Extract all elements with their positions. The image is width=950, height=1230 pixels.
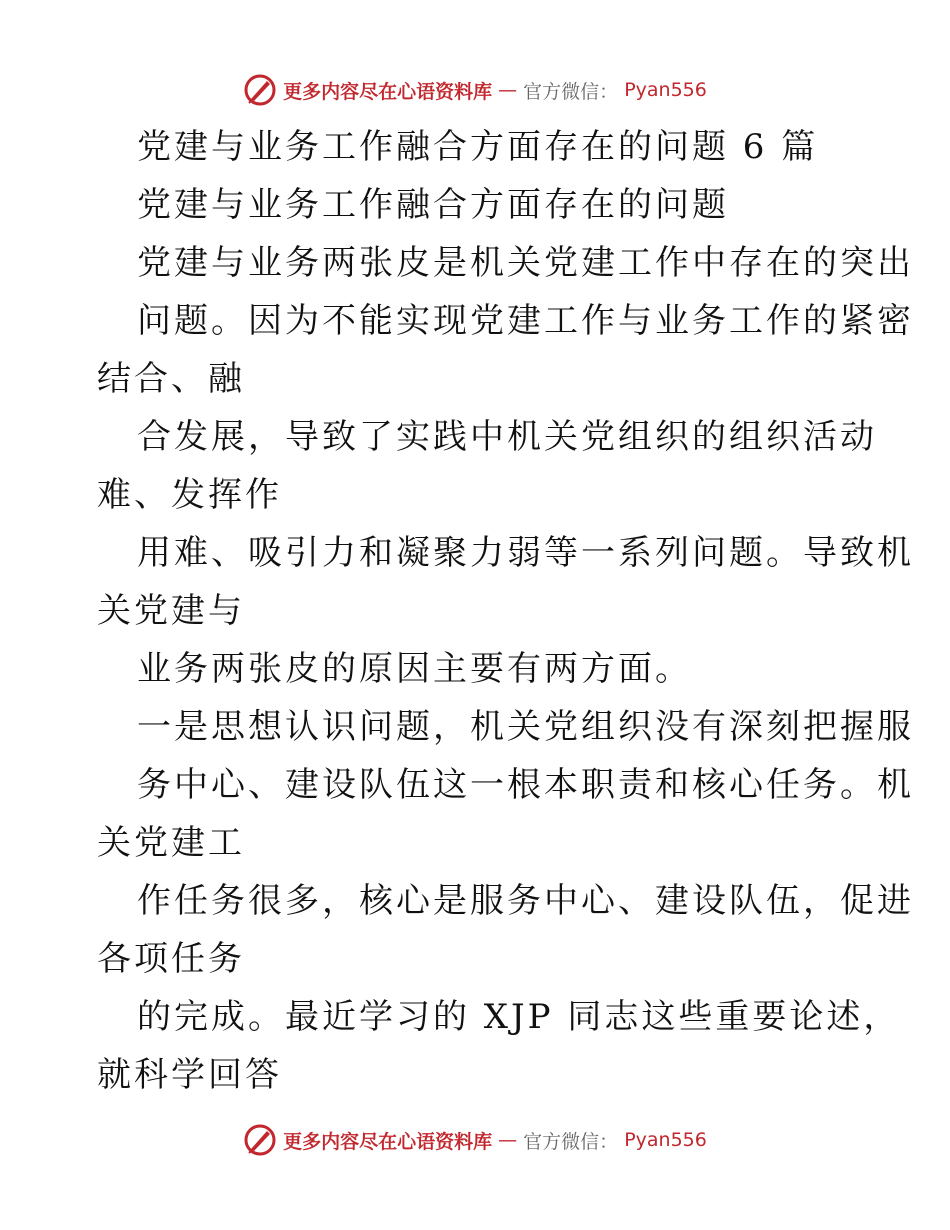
- paragraph-line: 难、发挥作: [97, 475, 282, 515]
- document-title: 党建与业务工作融合方面存在的问题 6 篇: [137, 127, 819, 167]
- document-body: [97, 118, 914, 1104]
- paragraph-line: 的完成。最近学习的 XJP 同志这些重要论述，: [137, 997, 901, 1037]
- paragraph-line: 用难、吸引力和凝聚力弱等一系列问题。导致机: [137, 533, 914, 573]
- paragraph-line: 合发展，导致了实践中机关党组织的组织活动: [137, 417, 877, 457]
- watermark-separator: —: [498, 1129, 518, 1151]
- paragraph-line: 各项任务: [97, 939, 245, 979]
- paragraph-line: 问题。因为不能实现党建工作与业务工作的紧密: [137, 301, 914, 341]
- paragraph-line: 务中心、建设队伍这一根本职责和核心任务。机: [137, 765, 914, 805]
- paragraph-line: 关党建工: [97, 823, 245, 863]
- watermark-wechat-id: Pyan556: [624, 1129, 707, 1151]
- quill-logo-icon: [243, 1123, 277, 1157]
- watermark-header: [0, 70, 950, 110]
- paragraph-line: 一是思想认识问题，机关党组织没有深刻把握服: [137, 707, 914, 747]
- watermark-separator: —: [498, 79, 518, 101]
- watermark-wechat-id: Pyan556: [624, 79, 707, 101]
- quill-logo-icon: [243, 73, 277, 107]
- paragraph-line: 就科学回答: [97, 1055, 282, 1095]
- paragraph-line: 关党建与: [97, 591, 245, 631]
- watermark-brand: 更多内容尽在心语资料库: [283, 1130, 493, 1153]
- paragraph-line: 党建与业务两张皮是机关党建工作中存在的突出: [137, 243, 914, 283]
- watermark-label: 官方微信：: [523, 1130, 619, 1153]
- watermark-label: 官方微信：: [523, 80, 619, 103]
- paragraph-line: 结合、融: [97, 359, 245, 399]
- paragraph-line: 业务两张皮的原因主要有两方面。: [137, 649, 692, 689]
- watermark-footer: [0, 1120, 950, 1160]
- paragraph-line: 作任务很多，核心是服务中心、建设队伍，促进: [137, 881, 914, 921]
- watermark-brand: 更多内容尽在心语资料库: [283, 80, 493, 103]
- section-heading: 党建与业务工作融合方面存在的问题: [137, 185, 729, 225]
